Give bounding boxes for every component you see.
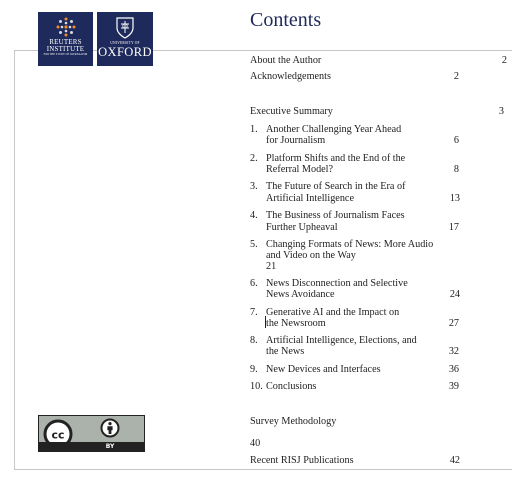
toc-entry-title: Conclusions (266, 381, 317, 392)
toc-entry-number: 2. (250, 153, 258, 164)
toc-entry-page: 8 (453, 164, 459, 175)
by-label: BY (105, 443, 115, 450)
toc-entry-title: Platform Shifts and the End of the (266, 153, 406, 164)
toc-entry-number: 10. (250, 381, 263, 392)
text-cursor (265, 316, 266, 328)
toc-entry-title: Artificial Intelligence, Elections, and (266, 335, 417, 346)
toc-entry-title: for Journalism (266, 135, 326, 146)
toc-entry-page: 27 (448, 318, 459, 329)
toc-entry-title: Artificial Intelligence (266, 193, 354, 204)
toc-entry-page: 2 (501, 55, 507, 66)
attribution-person-icon (100, 418, 120, 438)
toc-entry-title: the Newsroom (266, 318, 326, 329)
oxford-crest-icon (114, 16, 136, 40)
toc-entry-page: 36 (448, 364, 459, 375)
reuters-logo-line1: REUTERS (49, 38, 82, 46)
toc-entry-number: 7. (250, 307, 258, 318)
cc-by-license-badge (38, 415, 145, 452)
oxford-logo-small: UNIVERSITY OF (110, 41, 140, 45)
reuters-institute-logo (38, 12, 93, 66)
toc-entry-page: 24 (449, 289, 460, 300)
toc-entry-title: the News (266, 346, 305, 357)
toc-entry-number: 3. (250, 181, 258, 192)
license-band (39, 442, 144, 451)
toc-entry-title: Referral Model? (266, 164, 334, 175)
reuters-logo-line3: FOR THE STUDY OF JOURNALISM (43, 53, 88, 56)
page-border-left (14, 50, 15, 469)
toc-entry-page: 6 (453, 135, 459, 146)
toc-entry-title: New Devices and Interfaces (266, 364, 381, 375)
toc-entry-number: 6. (250, 278, 258, 289)
toc-entry-number: 8. (250, 335, 258, 346)
toc-entry-number: 4. (250, 210, 258, 221)
toc-entry-title: Executive Summary (250, 106, 333, 117)
toc-entry-number: 9. (250, 364, 258, 375)
toc-entry-title: The Business of Journalism Faces (266, 210, 405, 221)
reuters-dots-icon (55, 16, 77, 38)
cc-text: cc (51, 428, 65, 442)
toc-entry-title: Another Challenging Year Ahead (266, 124, 402, 135)
toc-entry-title: News Disconnection and Selective (266, 278, 408, 289)
oxford-university-logo (97, 12, 153, 66)
toc-entry-page: 17 (448, 222, 459, 233)
toc-entry-title: Survey Methodology (250, 416, 337, 427)
toc-entry-title: and Video on the Way (266, 250, 356, 261)
page-title: Contents (250, 9, 322, 31)
toc-entry-page: 13 (449, 193, 460, 204)
toc-entry-title: Further Upheaval (266, 222, 338, 233)
toc-entry-title: About the Author (250, 55, 322, 66)
toc-entry-page: 32 (448, 346, 459, 357)
toc-entry-number: 1. (250, 124, 258, 135)
toc-entry-number: 5. (250, 239, 258, 250)
reuters-logo-line2: INSTITUTE (46, 45, 85, 53)
toc-entry-page: 42 (449, 455, 460, 466)
table-of-contents (250, 0, 512, 482)
oxford-logo-big: OXFORD (98, 45, 152, 59)
toc-entry-page: 40 (250, 438, 261, 449)
toc-entry-page: 21 (266, 261, 277, 272)
toc-entry-title: The Future of Search in the Era of (266, 181, 406, 192)
toc-entry-title: News Avoidance (266, 289, 335, 300)
toc-entry-title: Acknowledgements (250, 71, 331, 82)
toc-entry-title: Changing Formats of News: More Audio (266, 239, 434, 250)
toc-entry-page: 2 (453, 71, 459, 82)
toc-entry-page: 39 (448, 381, 459, 392)
toc-entry-page: 3 (498, 106, 504, 117)
toc-entry-title: Generative AI and the Impact on (266, 307, 400, 318)
toc-entry-title: Recent RISJ Publications (250, 455, 354, 466)
